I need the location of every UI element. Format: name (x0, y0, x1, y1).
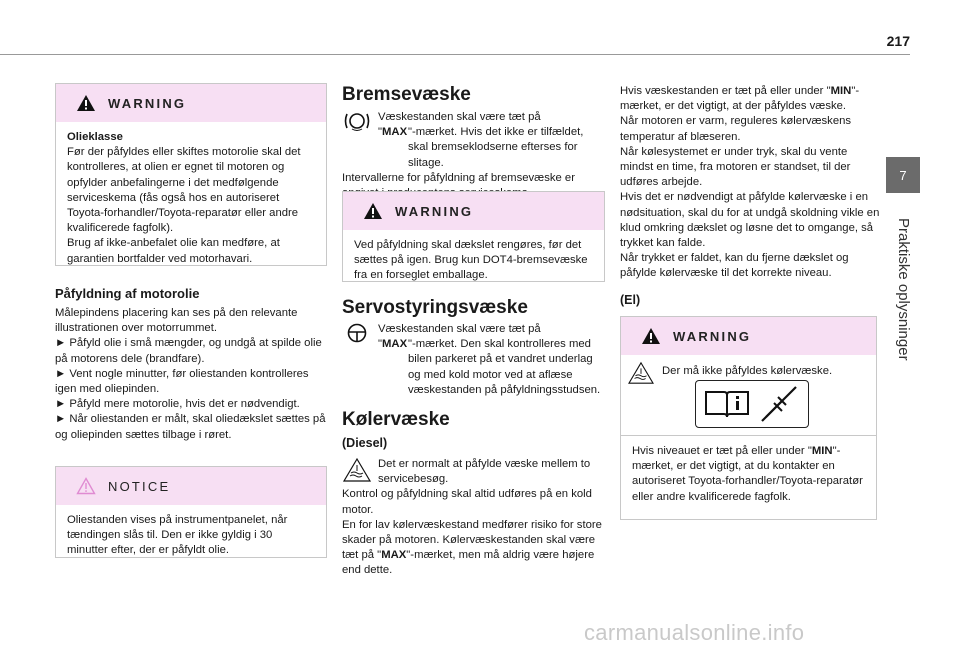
subheading-el: (El) (620, 293, 641, 307)
notice-title: NOTICE (108, 478, 171, 494)
min-label: MIN (830, 85, 852, 97)
steering-text: Væskestanden skal være tæt på "MAX "-mærket. Den skal kontrolleres med bilen parkeret på et vandret underlag og med kold motor ved at aflæse væskestanden på påfyldningsstudsen. (342, 322, 604, 398)
warning-text: Ved påfyldning skal dækslet rengøres, før det sættes på igen. Brug kun DOT4-bremsevæske fra en forseglet emballage. (354, 239, 588, 282)
coolant-icon (342, 457, 372, 483)
warning-text: Hvis niveauet er tæt på eller under "MIN"-mærket, er det vigtigt, at du kontakter en autoriseret Toyota-forhandler/Toyota-reparatør eller andre kvalificerede fagfolk. (632, 445, 863, 503)
section-heading-brake: Bremsevæske (342, 84, 471, 105)
warning-triangle-icon (641, 327, 661, 345)
oil-fill-text (55, 306, 327, 443)
brake-text: Væskestanden skal være tæt på "MAX "-mærket. Hvis det ikke er tilfældet, skal bremseklodserne efterses for slitage. Intervallerne for påfyldning af bremsevæske er (342, 110, 604, 201)
header-divider (0, 54, 910, 55)
brake-fluid-icon (342, 110, 372, 132)
notice-triangle-icon (76, 477, 96, 495)
warning-box-oil-class (55, 83, 327, 266)
chapter-title: Praktiske oplysninger (895, 218, 912, 361)
warning-triangle-icon (363, 202, 383, 220)
section-heading-steering: Servostyringsvæske (342, 297, 528, 318)
paragraph: "-mærket. Hvis det ikke er tilfældet, skal bremseklodserne efterses for slitage. (408, 126, 584, 169)
paragraph: Hvis det er nødvendigt at påfylde kølervæske i en nødsituation, skal du for at undgå skoldning vikle en klud omkring dækslet og løsne det to omgange, så trykket kan falde. (620, 191, 880, 250)
page-number: 217 (886, 33, 910, 49)
coolant-continued-text (620, 84, 882, 282)
warning-text: Brug af ikke-anbefalet olie kan medføre, at garantien bortfalder ved motorhavari. (67, 237, 280, 265)
paragraph: Når motoren er varm, reguleres kølervæskens temperatur af blæseren. (620, 115, 852, 143)
notice-text: Oliestanden vises på instrumentpanelet, når tændingen slås til. Den er ikke gyldig i 30 minutter efter, der er påfyldt olie. (67, 514, 288, 557)
paragraph: Intervallerne for påfyldning af bremsevæske er (342, 171, 575, 184)
min-label: MIN (811, 445, 833, 457)
notice-box (55, 466, 327, 558)
paragraph: Når kølesystemet er under tryk, skal du vente mindst en time, fra motoren er standset, til der udføres arbejde. (620, 145, 851, 189)
no-refill-icon (762, 387, 796, 421)
warning-header (343, 192, 604, 230)
paragraph: Hvis væskestanden er tæt på eller under "MIN"-mærket, er det vigtigt, at der påfyldes væske. (620, 85, 860, 113)
max-label: MAX (382, 126, 408, 139)
warning-header (621, 317, 876, 355)
max-label: MAX (381, 549, 407, 562)
list-item: ► Vent nogle minutter, før oliestanden kontrolleres igen med oliepinden. (55, 367, 309, 396)
paragraph: Kontrol og påfyldning skal altid udføres på en kold motor. (342, 488, 592, 516)
warning-box-brake (342, 191, 605, 282)
warning-title: WARNING (395, 203, 474, 219)
list-item: ► Når oliestanden er målt, skal oliedækslet sættes på og oliepinden sættes tilbage i røret. (55, 413, 326, 441)
paragraph: "-mærket. Den skal kontrolleres med bilen parkeret på et vandret underlag og med kold motor ved at aflæse væskestanden på påfyldningsstudsen. (408, 338, 601, 396)
paragraph: Når trykket er faldet, kan du fjerne dækslet og påfylde kølervæske til det korrekte niveau. (620, 252, 849, 280)
coolant-icon (626, 361, 656, 385)
paragraph: Målepindens placering kan ses på den relevante illustrationen over motorrummet. (55, 307, 298, 335)
warning-box-el (620, 316, 877, 520)
warning-heading: Olieklasse (67, 131, 123, 143)
list-item: ► Påfyld olie i små mængder, og undgå at spilde olie på motorens dele (brandfare). (55, 337, 322, 365)
section-heading-oil-fill: Påfyldning af motorolie (55, 286, 200, 301)
paragraph: Væskestanden skal være tæt på (378, 111, 541, 123)
list-item: ► Påfyld mere motorolie, hvis det er nødvendigt. (55, 398, 300, 411)
max-label: MAX (382, 338, 408, 351)
warning-title: WARNING (673, 328, 752, 344)
steering-fluid-icon (342, 322, 372, 344)
symbol-panel (695, 380, 809, 428)
notice-header (56, 467, 326, 505)
warning-title: WARNING (108, 95, 187, 111)
chapter-tab[interactable]: 7 (886, 157, 920, 193)
section-heading-coolant: Kølervæske (342, 409, 450, 430)
warning-triangle-icon (76, 94, 96, 112)
warning-header (56, 84, 326, 122)
paragraph: En for lav kølervæskestand medfører risiko for store skader på motoren. Kølervæskestanden skal være tæt på "MAX"-mærket, men må aldrig være højere end dette. (342, 518, 602, 577)
subheading-diesel: (Diesel) (342, 436, 388, 450)
watermark: carmanualsonline.info (584, 620, 805, 645)
coolant-text (342, 457, 604, 579)
paragraph: Væskestanden skal være tæt på (378, 323, 541, 335)
warning-text: Før der påfyldes eller skiftes motorolie skal det kontrolleres, at olien er egnet til motoren og opfylder anbefalingerne i det medfølgende serviceskema (fås også hos en autoriseret Toyota-forhandler/Toyota-reparatør eller andre kvalificerede fagfolk). (67, 146, 301, 235)
warning-text: Der må ikke påfyldes kølervæske. (662, 365, 833, 377)
paragraph: Det er normalt at påfylde væske mellem to servicebesøg. (378, 458, 591, 486)
manual-book-icon (696, 381, 808, 427)
